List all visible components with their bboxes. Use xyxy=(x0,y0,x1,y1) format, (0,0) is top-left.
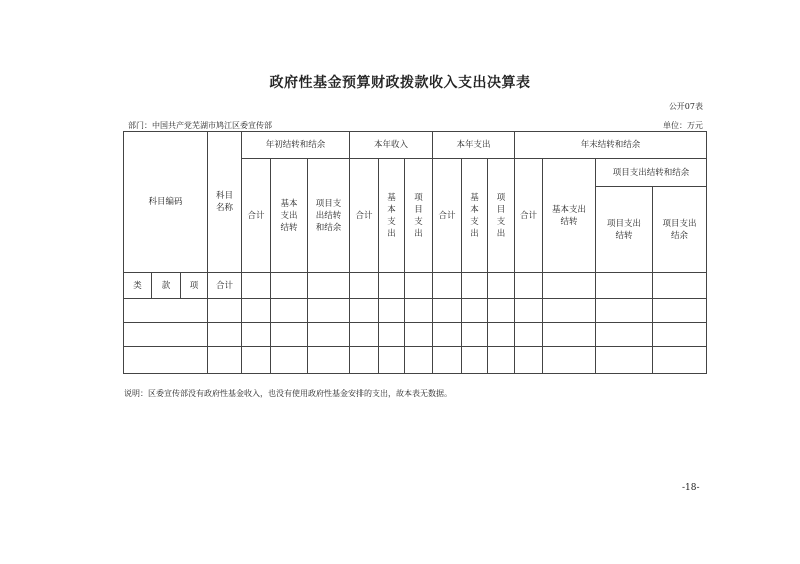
header-project-expense-exp: 项目支出 xyxy=(488,159,515,273)
row-label-section: 款 xyxy=(152,273,181,299)
header-basic-expense-exp: 基本支出 xyxy=(462,159,488,273)
row-label-class: 类 xyxy=(124,273,152,299)
unit-label: 单位：万元 xyxy=(663,121,703,130)
header-project-expense-income: 项目支出 xyxy=(405,159,433,273)
page-number: -18- xyxy=(682,483,700,493)
header-total-expense: 合计 xyxy=(433,159,462,273)
header-project-carryover: 项目支出 结转 xyxy=(596,187,653,273)
header-opening-balance: 年初结转和结余 xyxy=(242,132,350,159)
table-row xyxy=(124,299,707,323)
header-basic-carryover-open: 基本 支出 结转 xyxy=(271,159,308,273)
header-subject-code: 科目编码 xyxy=(124,132,208,273)
table-row xyxy=(124,347,707,374)
header-project-balance: 项目支出结转和结余 xyxy=(596,159,707,187)
row-label-total: 合计 xyxy=(208,273,242,299)
table-title: 政府性基金预算财政拨款收入支出决算表 xyxy=(269,75,531,91)
header-basic-carryover-close: 基本支出 结转 xyxy=(543,159,596,273)
form-number: 公开07表 xyxy=(668,102,703,111)
header-project-balance-close: 项目支出 结余 xyxy=(653,187,707,273)
header-current-expense: 本年支出 xyxy=(433,132,515,159)
header-total-closing: 合计 xyxy=(515,159,543,273)
budget-table xyxy=(123,131,707,374)
table-row xyxy=(124,323,707,347)
header-basic-expense-income: 基本支出 xyxy=(379,159,405,273)
header-current-income: 本年收入 xyxy=(350,132,433,159)
header-subject-name: 科目 名称 xyxy=(208,132,242,273)
department-label: 部门：中国共产党芜湖市鸠江区委宣传部 xyxy=(128,121,272,130)
header-closing-balance: 年末结转和结余 xyxy=(515,132,707,159)
footnote: 说明：区委宣传部没有政府性基金收入，也没有使用政府性基金安排的支出，故本表无数据。 xyxy=(124,389,452,398)
header-total-income: 合计 xyxy=(350,159,379,273)
header-project-carryover-open: 项目支 出结转 和结余 xyxy=(308,159,350,273)
header-total-opening: 合计 xyxy=(242,159,271,273)
row-label-item: 项 xyxy=(181,273,208,299)
